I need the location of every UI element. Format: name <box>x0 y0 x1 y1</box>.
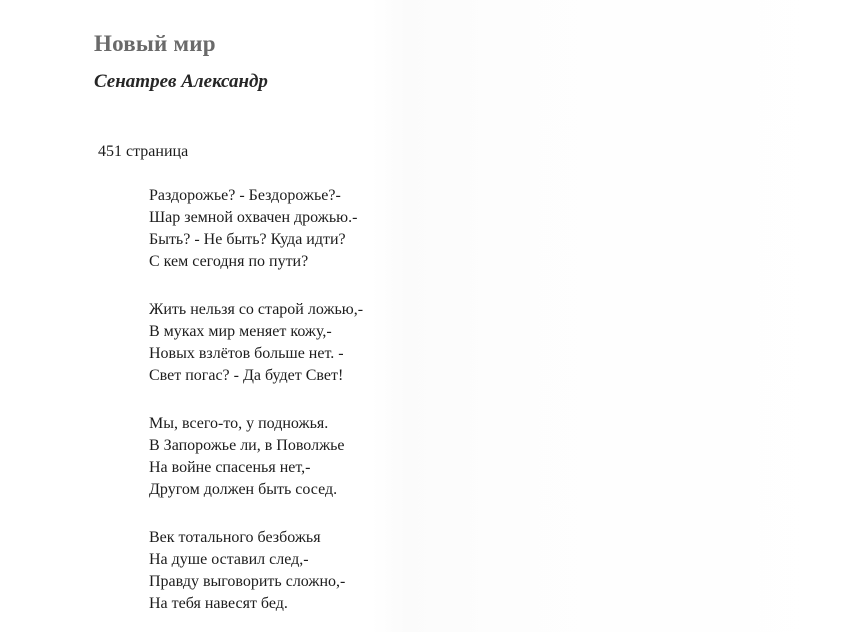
page-reference: 451 страница <box>98 143 189 160</box>
stanza-3 <box>149 413 479 501</box>
poem-line: Жить нельзя со старой ложью,- <box>149 301 364 318</box>
poem-line: Правду выговорить сложно,- <box>149 573 346 590</box>
poem-line: На тебя навесят бед. <box>149 595 288 612</box>
author-name: Сенатрев Александр <box>94 71 268 92</box>
poem-line: Мы, всего-то, у подножья. <box>149 415 329 432</box>
stanza-2 <box>149 299 479 387</box>
poem-line: Век тотального безбожья <box>149 529 321 546</box>
poem-line: В Запорожье ли, в Поволжье <box>149 437 345 454</box>
poem-line: В муках мир меняет кожу,- <box>149 323 332 340</box>
poem-line: На войне спасенья нет,- <box>149 459 311 476</box>
poem-body <box>149 185 479 641</box>
poem-line: На душе оставил след,- <box>149 551 309 568</box>
poem-line: Раздорожье? - Бездорожье?- <box>149 187 341 204</box>
poem-line: Другом должен быть сосед. <box>149 481 338 498</box>
poem-title: Новый мир <box>94 31 216 56</box>
poem-line: Шар земной охвачен дрожью.- <box>149 209 358 226</box>
poem-line: Быть? - Не быть? Куда идти? <box>149 231 346 248</box>
poem-line: Новых взлётов больше нет. - <box>149 345 344 362</box>
stanza-1 <box>149 185 479 273</box>
stanza-4 <box>149 527 479 615</box>
poem-line: С кем сегодня по пути? <box>149 253 309 270</box>
poem-line: Свет погас? - Да будет Свет! <box>149 367 344 384</box>
